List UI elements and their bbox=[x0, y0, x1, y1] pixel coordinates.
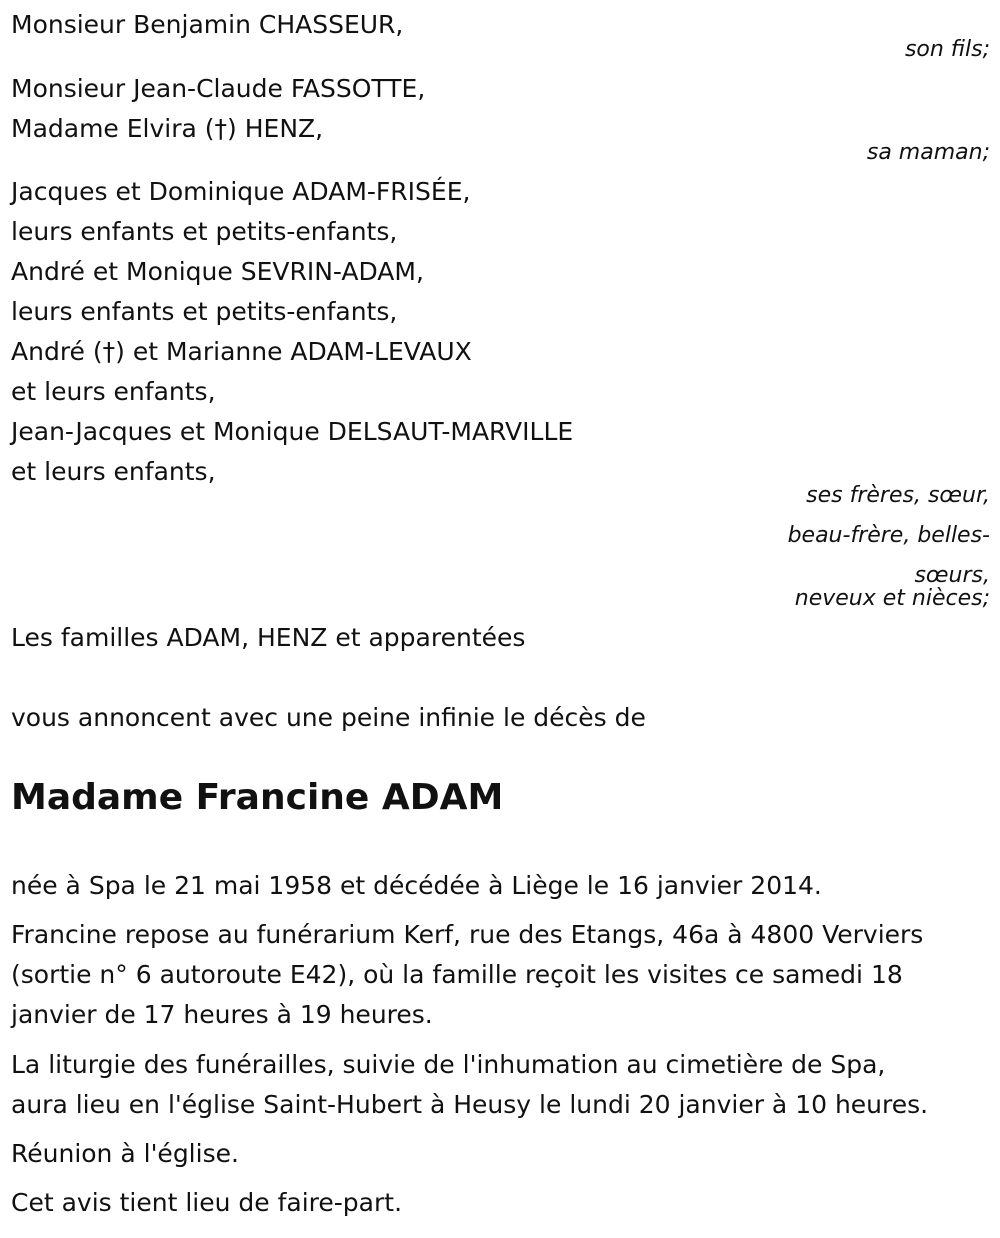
liturgy-line: aura lieu en l'église Saint-Hubert à Heusy le lundi 20 janvier à 10 heures. bbox=[11, 1090, 929, 1119]
mourner-line: Monsieur Jean-Claude FASSOTTE, bbox=[11, 74, 426, 103]
mourner-line: Monsieur Benjamin CHASSEUR, bbox=[11, 10, 404, 39]
repose-line: Francine repose au funérarium Kerf, rue des Etangs, 46a à 4800 Verviers bbox=[11, 920, 924, 949]
mourner-line: André et Monique SEVRIN-ADAM, bbox=[11, 257, 424, 286]
deceased-name: Madame Francine ADAM bbox=[11, 777, 504, 818]
liturgy-line: La liturgie des funérailles, suivie de l'inhumation au cimetière de Spa, bbox=[11, 1050, 886, 1079]
mourner-line: leurs enfants et petits-enfants, bbox=[11, 297, 398, 326]
relation-line: sœurs, bbox=[914, 563, 990, 588]
mourner-line: Jean-Jacques et Monique DELSAUT-MARVILLE bbox=[11, 417, 574, 446]
closing-text: Cet avis tient lieu de faire-part. bbox=[11, 1188, 403, 1217]
repose-line: janvier de 17 heures à 19 heures. bbox=[11, 1000, 433, 1029]
reunion-text: Réunion à l'église. bbox=[11, 1139, 239, 1168]
birth-death-text: née à Spa le 21 mai 1958 et décédée à Liège le 16 janvier 2014. bbox=[11, 871, 822, 900]
relation-line: ses frères, sœur, bbox=[806, 483, 990, 508]
mourner-line: et leurs enfants, bbox=[11, 457, 216, 486]
mourner-line: Jacques et Dominique ADAM-FRISÉE, bbox=[11, 177, 471, 206]
announcement-text: vous annoncent avec une peine infinie le décès de bbox=[11, 703, 646, 732]
repose-line: (sortie n° 6 autoroute E42), où la famille reçoit les visites ce samedi 18 bbox=[11, 960, 903, 989]
mourner-line: leurs enfants et petits-enfants, bbox=[11, 217, 398, 246]
relation-label-group bbox=[788, 483, 990, 612]
relation-line: neveux et nièces; bbox=[794, 586, 990, 611]
families-line: Les familles ADAM, HENZ et apparentées bbox=[11, 623, 526, 652]
mourner-line: et leurs enfants, bbox=[11, 377, 216, 406]
mourner-line: Madame Elvira (†) HENZ, bbox=[11, 114, 324, 143]
relation-line: beau-frère, belles- bbox=[787, 523, 990, 548]
mourner-line: André (†) et Marianne ADAM-LEVAUX bbox=[11, 337, 472, 366]
relation-label: sa maman; bbox=[866, 140, 990, 165]
relation-label: son fils; bbox=[904, 37, 990, 62]
